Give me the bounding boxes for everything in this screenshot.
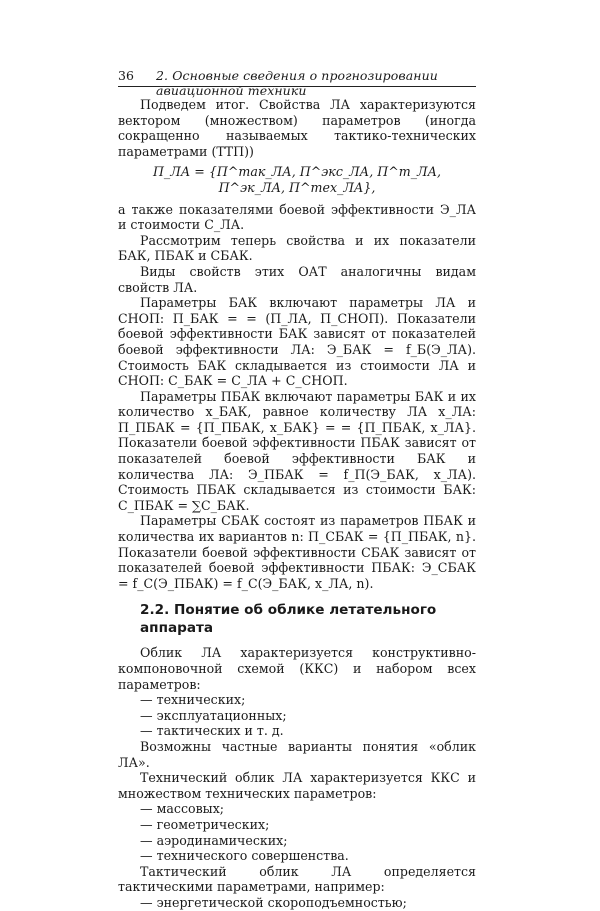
list-item: — эксплуатационных; [140,707,287,723]
section-heading: 2.2. Понятие об облике летательного аппарата [140,602,437,637]
list-item: — геометрических; [140,816,270,832]
list-item: — массовых; [140,801,225,817]
paragraph-types: Виды свойств этих ОАТ аналогичны видам свойств ЛА. [118,263,476,295]
running-title: 2. Основные сведения о прогнозировании авиационной техники [156,68,438,98]
paragraph-tactical: Тактический облик ЛА определяется тактическими параметрами, например: [118,863,476,895]
paragraph-consider: Рассмотрим теперь свойства и их показатели БАК, ПБАК и СБАК. [118,232,476,264]
paragraph-variants: Возможны частные варианты понятия «облик ЛА». [118,738,476,770]
page-body [118,97,476,911]
paragraph-oblik: Облик ЛА характеризуется конструктивно-компоновочной схемой (ККС) и набором всех параметров: [118,645,476,692]
paragraph-sbak: Параметры СБАК состоят из параметров ПБАК и количества их вариантов n: Π_СБАК = {Π_ПБАК, n}. Показатели боевой эффективности СБАК зависят от показателей боевой эффективности ПБАК: Э_СБАК = f_С(Э_ПБАК) = f_С(Э_БАК, x_ЛА, n). [118,513,476,591]
paragraph-indicators: а также показателями боевой эффективности Э_ЛА и стоимости С_ЛА. [118,201,476,233]
paragraph-summary: Подведем итог. Свойства ЛА характеризуются вектором (множеством) параметров (иногда сокращенно называемых тактико-технических параметрами (ТТП)) [118,97,476,159]
page-number: 36 [118,68,135,83]
list-item: — энергетической скороподъемностью; [140,894,407,910]
paragraph-bak: Параметры БАК включают параметры ЛА и СНОП: Π_БАК = = (Π_ЛА, Π_СНОП). Показатели боевой эффективности БАК зависят от показателей боевой эффективности ЛА: Э_БАК = f_Б(Э_ЛА). Стоимость БАК складывается из стоимости ЛА и СНОП: С_БАК = С_ЛА + С_СНОП. [118,295,476,389]
list-item: — тактических и т. д. [140,723,284,739]
list-item: — технического совершенства. [140,848,349,864]
paragraph-pbak: Параметры ПБАК включают параметры БАК и их количество x_БАК, равное количеству ЛА x_ЛА: Π_ПБАК = {Π_ПБАК, x_БАК} = = {Π_ПБАК, x_ЛА}. Показатели боевой эффективности ПБАК зависят от показателей боевой эффективности БАК и количества ЛА: Э_ПБАК = f_П(Э_БАК, x_ЛА). Стоимость ПБАК складывается из стоимости БАК: С_ПБАК = ∑С_БАК. [118,388,476,513]
list-item: — аэродинамических; [140,832,288,848]
paragraph-technical: Технический облик ЛА характеризуется ККС и множеством технических параметров: [118,770,476,801]
formula-parameters: Π_ЛА = {Π^так_ЛА, Π^экс_ЛА, Π^т_ЛА, Π^эк_ЛА, Π^тех_ЛА}, [152,164,442,195]
list-item: — технических; [140,692,246,708]
running-header [118,66,476,98]
